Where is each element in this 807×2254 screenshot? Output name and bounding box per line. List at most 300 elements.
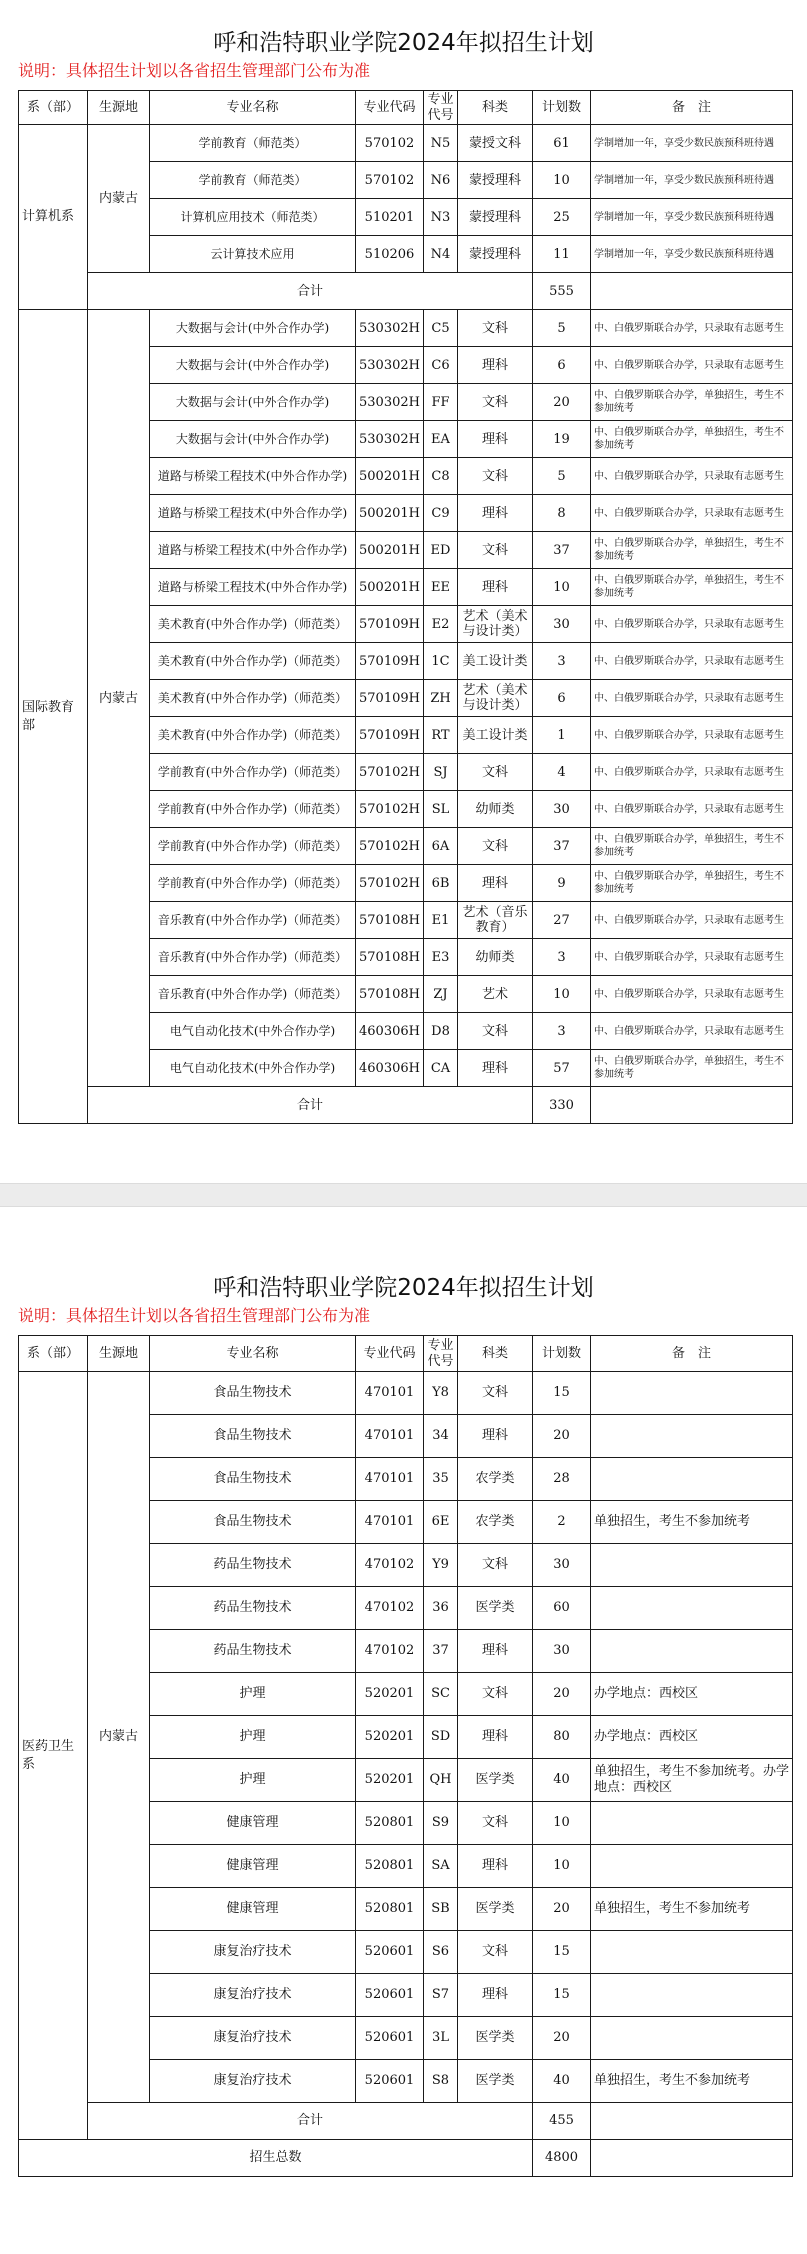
major-code-cell: 470101 [356, 1501, 424, 1544]
total-value: 555 [533, 273, 591, 310]
major-name-cell: 护理 [150, 1673, 356, 1716]
major-name-cell: 美术教育(中外合作办学)（师范类） [150, 606, 356, 643]
col-header-dept: 系（部） [19, 91, 88, 125]
major-name-cell: 道路与桥梁工程技术(中外合作办学) [150, 532, 356, 569]
major-name-cell: 康复治疗技术 [150, 2017, 356, 2060]
plan-count-cell: 19 [533, 421, 591, 458]
major-code-cell: 500201H [356, 569, 424, 606]
subtotal-row [19, 1087, 793, 1124]
category-cell: 文科 [458, 1013, 533, 1050]
major-code-cell: 570102 [356, 162, 424, 199]
category-cell: 医学类 [458, 2017, 533, 2060]
major-code-cell: 520201 [356, 1673, 424, 1716]
major-num-cell: E3 [424, 939, 458, 976]
grand-total-value: 4800 [533, 2140, 591, 2177]
major-num-cell: C8 [424, 458, 458, 495]
major-num-cell: N5 [424, 125, 458, 162]
major-num-cell: S7 [424, 1974, 458, 2017]
origin-cell: 内蒙古 [88, 1372, 150, 2103]
major-name-cell: 道路与桥梁工程技术(中外合作办学) [150, 495, 356, 532]
plan-count-cell: 20 [533, 1888, 591, 1931]
major-name-cell: 美术教育(中外合作办学)（师范类） [150, 680, 356, 717]
major-code-cell: 500201H [356, 532, 424, 569]
major-code-cell: 570109H [356, 680, 424, 717]
major-name-cell: 音乐教育(中外合作办学)（师范类） [150, 976, 356, 1013]
major-name-cell: 健康管理 [150, 1888, 356, 1931]
remark-cell: 学制增加一年，享受少数民族预科班待遇 [591, 236, 793, 273]
remark-cell: 中、白俄罗斯联合办学，单独招生，考生不参加统考 [591, 532, 793, 569]
table-row [19, 1372, 793, 1415]
major-num-cell: 3L [424, 2017, 458, 2060]
category-cell: 蒙授文科 [458, 125, 533, 162]
major-code-cell: 570108H [356, 902, 424, 939]
remark-cell: 中、白俄罗斯联合办学，只录取有志愿考生 [591, 347, 793, 384]
plan-count-cell: 15 [533, 1974, 591, 2017]
major-code-cell: 570109H [356, 606, 424, 643]
category-cell: 文科 [458, 828, 533, 865]
major-code-cell: 520801 [356, 1845, 424, 1888]
total-label: 合计 [88, 273, 533, 310]
major-code-cell: 470102 [356, 1544, 424, 1587]
remark-cell: 中、白俄罗斯联合办学，只录取有志愿考生 [591, 495, 793, 532]
major-code-cell: 520201 [356, 1759, 424, 1802]
total-value: 455 [533, 2103, 591, 2140]
major-code-cell: 570102H [356, 865, 424, 902]
major-name-cell: 学前教育(中外合作办学)（师范类） [150, 828, 356, 865]
major-num-cell: SC [424, 1673, 458, 1716]
remark-cell: 办学地点：西校区 [591, 1673, 793, 1716]
major-code-cell: 520601 [356, 2060, 424, 2103]
plan-count-cell: 5 [533, 458, 591, 495]
major-name-cell: 学前教育（师范类） [150, 162, 356, 199]
plan-count-cell: 6 [533, 680, 591, 717]
category-cell: 理科 [458, 1974, 533, 2017]
category-cell: 文科 [458, 1931, 533, 1974]
major-code-cell: 530302H [356, 347, 424, 384]
major-name-cell: 云计算技术应用 [150, 236, 356, 273]
table-row [19, 125, 793, 162]
dept-cell: 医药卫生系 [19, 1372, 88, 2140]
major-name-cell: 学前教育(中外合作办学)（师范类） [150, 865, 356, 902]
dept-cell: 国际教育部 [19, 310, 88, 1124]
major-code-cell: 570102H [356, 828, 424, 865]
remark-cell: 中、白俄罗斯联合办学，只录取有志愿考生 [591, 791, 793, 828]
page-separator [0, 1183, 807, 1207]
major-name-cell: 康复治疗技术 [150, 2060, 356, 2103]
category-cell: 文科 [458, 1673, 533, 1716]
plan-count-cell: 3 [533, 1013, 591, 1050]
major-code-cell: 520601 [356, 2017, 424, 2060]
remark-cell: 中、白俄罗斯联合办学，单独招生，考生不参加统考 [591, 828, 793, 865]
major-name-cell: 食品生物技术 [150, 1458, 356, 1501]
remark-cell: 中、白俄罗斯联合办学，只录取有志愿考生 [591, 717, 793, 754]
plan-count-cell: 25 [533, 199, 591, 236]
col-header-remark: 备 注 [591, 1336, 793, 1372]
plan-table-1 [18, 90, 793, 1124]
major-code-cell: 510206 [356, 236, 424, 273]
remark-cell: 中、白俄罗斯联合办学，只录取有志愿考生 [591, 939, 793, 976]
plan-count-cell: 40 [533, 2060, 591, 2103]
major-code-cell: 570109H [356, 643, 424, 680]
plan-count-cell: 10 [533, 162, 591, 199]
major-num-cell: 37 [424, 1630, 458, 1673]
category-cell: 蒙授理科 [458, 162, 533, 199]
major-num-cell: ZH [424, 680, 458, 717]
plan-count-cell: 28 [533, 1458, 591, 1501]
plan-count-cell: 30 [533, 606, 591, 643]
remark-cell: 单独招生，考生不参加统考 [591, 2060, 793, 2103]
major-num-cell: FF [424, 384, 458, 421]
plan-count-cell: 3 [533, 939, 591, 976]
plan-count-cell: 5 [533, 310, 591, 347]
category-cell: 文科 [458, 1372, 533, 1415]
grand-total-row [19, 2140, 793, 2177]
table-header-row [19, 1336, 793, 1372]
plan-count-cell: 27 [533, 902, 591, 939]
page-title: 呼和浩特职业学院2024年拟招生计划 [213, 30, 594, 56]
major-code-cell: 470102 [356, 1587, 424, 1630]
plan-count-cell: 10 [533, 976, 591, 1013]
major-num-cell: 36 [424, 1587, 458, 1630]
major-num-cell: S6 [424, 1931, 458, 1974]
major-name-cell: 音乐教育(中外合作办学)（师范类） [150, 902, 356, 939]
remark-cell [591, 1802, 793, 1845]
category-cell: 文科 [458, 458, 533, 495]
major-name-cell: 护理 [150, 1716, 356, 1759]
category-cell: 艺术（美术与设计类） [458, 606, 533, 643]
category-cell: 文科 [458, 1544, 533, 1587]
major-name-cell: 康复治疗技术 [150, 1974, 356, 2017]
category-cell: 理科 [458, 569, 533, 606]
plan-count-cell: 37 [533, 532, 591, 569]
remark-cell: 办学地点：西校区 [591, 1716, 793, 1759]
col-header-major: 专业名称 [150, 91, 356, 125]
major-num-cell: C6 [424, 347, 458, 384]
category-cell: 美工设计类 [458, 643, 533, 680]
major-num-cell: SL [424, 791, 458, 828]
grand-total-label: 招生总数 [19, 2140, 533, 2177]
plan-count-cell: 40 [533, 1759, 591, 1802]
major-code-cell: 500201H [356, 495, 424, 532]
plan-count-cell: 37 [533, 828, 591, 865]
remark-cell: 中、白俄罗斯联合办学，单独招生，考生不参加统考 [591, 384, 793, 421]
plan-count-cell: 10 [533, 1802, 591, 1845]
origin-cell: 内蒙古 [88, 310, 150, 1087]
major-code-cell: 460306H [356, 1013, 424, 1050]
major-name-cell: 康复治疗技术 [150, 1931, 356, 1974]
remark-cell: 学制增加一年，享受少数民族预科班待遇 [591, 125, 793, 162]
major-code-cell: 500201H [356, 458, 424, 495]
plan-count-cell: 4 [533, 754, 591, 791]
major-code-cell: 570102H [356, 754, 424, 791]
major-num-cell: ED [424, 532, 458, 569]
major-name-cell: 健康管理 [150, 1845, 356, 1888]
major-num-cell: EE [424, 569, 458, 606]
remark-cell: 中、白俄罗斯联合办学，单独招生，考生不参加统考 [591, 421, 793, 458]
remark-cell: 中、白俄罗斯联合办学，只录取有志愿考生 [591, 643, 793, 680]
major-name-cell: 药品生物技术 [150, 1544, 356, 1587]
major-num-cell: 35 [424, 1458, 458, 1501]
major-name-cell: 电气自动化技术(中外合作办学) [150, 1050, 356, 1087]
plan-count-cell: 10 [533, 569, 591, 606]
major-code-cell: 570109H [356, 717, 424, 754]
remark-cell [591, 1415, 793, 1458]
major-name-cell: 道路与桥梁工程技术(中外合作办学) [150, 458, 356, 495]
major-code-cell: 570108H [356, 976, 424, 1013]
plan-count-cell: 30 [533, 791, 591, 828]
major-code-cell: 570102H [356, 791, 424, 828]
major-num-cell: S9 [424, 1802, 458, 1845]
remark-cell: 单独招生，考生不参加统考。办学地点：西校区 [591, 1759, 793, 1802]
category-cell: 农学类 [458, 1458, 533, 1501]
remark-cell [591, 1974, 793, 2017]
remark-cell [591, 1630, 793, 1673]
major-num-cell: SB [424, 1888, 458, 1931]
major-num-cell: Y9 [424, 1544, 458, 1587]
plan-count-cell: 15 [533, 1931, 591, 1974]
remark-cell: 中、白俄罗斯联合办学，只录取有志愿考生 [591, 976, 793, 1013]
col-header-num: 专业代号 [424, 91, 458, 125]
major-num-cell: SJ [424, 754, 458, 791]
major-code-cell: 470102 [356, 1630, 424, 1673]
remark-cell: 中、白俄罗斯联合办学，只录取有志愿考生 [591, 458, 793, 495]
major-name-cell: 道路与桥梁工程技术(中外合作办学) [150, 569, 356, 606]
category-cell: 理科 [458, 495, 533, 532]
major-num-cell: 6E [424, 1501, 458, 1544]
category-cell: 艺术（美术与设计类） [458, 680, 533, 717]
major-name-cell: 美术教育(中外合作办学)（师范类） [150, 717, 356, 754]
grand-total-remark [591, 2140, 793, 2177]
remark-cell [591, 1845, 793, 1888]
major-name-cell: 美术教育(中外合作办学)（师范类） [150, 643, 356, 680]
major-num-cell: RT [424, 717, 458, 754]
plan-count-cell: 6 [533, 347, 591, 384]
col-header-origin: 生源地 [88, 91, 150, 125]
major-num-cell: 6A [424, 828, 458, 865]
major-code-cell: 530302H [356, 384, 424, 421]
plan-count-cell: 8 [533, 495, 591, 532]
major-code-cell: 520201 [356, 1716, 424, 1759]
category-cell: 理科 [458, 1716, 533, 1759]
plan-count-cell: 30 [533, 1630, 591, 1673]
category-cell: 文科 [458, 532, 533, 569]
major-num-cell: C5 [424, 310, 458, 347]
major-name-cell: 食品生物技术 [150, 1501, 356, 1544]
remark-cell [591, 1931, 793, 1974]
col-header-plan: 计划数 [533, 91, 591, 125]
plan-count-cell: 80 [533, 1716, 591, 1759]
plan-count-cell: 61 [533, 125, 591, 162]
col-header-plan: 计划数 [533, 1336, 591, 1372]
category-cell: 蒙授理科 [458, 199, 533, 236]
remark-cell [591, 1544, 793, 1587]
major-code-cell: 520801 [356, 1888, 424, 1931]
category-cell: 理科 [458, 421, 533, 458]
major-name-cell: 电气自动化技术(中外合作办学) [150, 1013, 356, 1050]
category-cell: 理科 [458, 1415, 533, 1458]
major-code-cell: 520801 [356, 1802, 424, 1845]
page-2 [0, 1207, 807, 2254]
category-cell: 医学类 [458, 2060, 533, 2103]
major-num-cell: EA [424, 421, 458, 458]
major-code-cell: 460306H [356, 1050, 424, 1087]
col-header-category: 科类 [458, 1336, 533, 1372]
plan-count-cell: 10 [533, 1845, 591, 1888]
category-cell: 理科 [458, 347, 533, 384]
major-name-cell: 大数据与会计(中外合作办学) [150, 347, 356, 384]
total-value: 330 [533, 1087, 591, 1124]
major-num-cell: CA [424, 1050, 458, 1087]
category-cell: 理科 [458, 1050, 533, 1087]
subtotal-row [19, 2103, 793, 2140]
remark-cell [591, 2017, 793, 2060]
major-code-cell: 470101 [356, 1458, 424, 1501]
total-remark [591, 1087, 793, 1124]
major-code-cell: 470101 [356, 1415, 424, 1458]
major-name-cell: 音乐教育(中外合作办学)（师范类） [150, 939, 356, 976]
category-cell: 医学类 [458, 1759, 533, 1802]
col-header-code: 专业代码 [356, 91, 424, 125]
remark-cell: 单独招生，考生不参加统考 [591, 1888, 793, 1931]
plan-count-cell: 2 [533, 1501, 591, 1544]
col-header-num: 专业代号 [424, 1336, 458, 1372]
plan-table-2 [18, 1335, 793, 2177]
category-cell: 幼师类 [458, 791, 533, 828]
category-cell: 理科 [458, 1630, 533, 1673]
dept-cell: 计算机系 [19, 125, 88, 310]
col-header-major: 专业名称 [150, 1336, 356, 1372]
major-name-cell: 学前教育(中外合作办学)（师范类） [150, 754, 356, 791]
plan-count-cell: 11 [533, 236, 591, 273]
plan-count-cell: 57 [533, 1050, 591, 1087]
remark-cell: 学制增加一年，享受少数民族预科班待遇 [591, 199, 793, 236]
major-code-cell: 570102 [356, 125, 424, 162]
major-name-cell: 护理 [150, 1759, 356, 1802]
plan-count-cell: 15 [533, 1372, 591, 1415]
category-cell: 理科 [458, 865, 533, 902]
major-name-cell: 计算机应用技术（师范类） [150, 199, 356, 236]
major-num-cell: N4 [424, 236, 458, 273]
major-name-cell: 食品生物技术 [150, 1415, 356, 1458]
category-cell: 文科 [458, 310, 533, 347]
plan-count-cell: 20 [533, 384, 591, 421]
remark-cell [591, 1372, 793, 1415]
category-cell: 美工设计类 [458, 717, 533, 754]
major-num-cell: SA [424, 1845, 458, 1888]
category-cell: 文科 [458, 1802, 533, 1845]
col-header-dept: 系（部） [19, 1336, 88, 1372]
major-num-cell: SD [424, 1716, 458, 1759]
major-name-cell: 健康管理 [150, 1802, 356, 1845]
col-header-remark: 备 注 [591, 91, 793, 125]
major-num-cell: 1C [424, 643, 458, 680]
remark-cell: 中、白俄罗斯联合办学，单独招生，考生不参加统考 [591, 569, 793, 606]
major-code-cell: 510201 [356, 199, 424, 236]
major-code-cell: 520601 [356, 1931, 424, 1974]
major-code-cell: 570108H [356, 939, 424, 976]
plan-count-cell: 20 [533, 1415, 591, 1458]
category-cell: 文科 [458, 384, 533, 421]
category-cell: 幼师类 [458, 939, 533, 976]
remark-cell: 中、白俄罗斯联合办学，只录取有志愿考生 [591, 310, 793, 347]
remark-cell: 中、白俄罗斯联合办学，单独招生，考生不参加统考 [591, 1050, 793, 1087]
major-name-cell: 大数据与会计(中外合作办学) [150, 384, 356, 421]
major-name-cell: 食品生物技术 [150, 1372, 356, 1415]
major-code-cell: 520601 [356, 1974, 424, 2017]
major-num-cell: S8 [424, 2060, 458, 2103]
plan-count-cell: 1 [533, 717, 591, 754]
col-header-origin: 生源地 [88, 1336, 150, 1372]
major-num-cell: ZJ [424, 976, 458, 1013]
major-name-cell: 药品生物技术 [150, 1630, 356, 1673]
plan-count-cell: 60 [533, 1587, 591, 1630]
plan-count-cell: 30 [533, 1544, 591, 1587]
category-cell: 农学类 [458, 1501, 533, 1544]
remark-cell: 中、白俄罗斯联合办学，只录取有志愿考生 [591, 902, 793, 939]
major-num-cell: Y8 [424, 1372, 458, 1415]
category-cell: 文科 [458, 754, 533, 791]
major-name-cell: 药品生物技术 [150, 1587, 356, 1630]
plan-count-cell: 3 [533, 643, 591, 680]
major-num-cell: N6 [424, 162, 458, 199]
category-cell: 艺术 [458, 976, 533, 1013]
plan-count-cell: 20 [533, 1673, 591, 1716]
total-label: 合计 [88, 1087, 533, 1124]
category-cell: 蒙授理科 [458, 236, 533, 273]
major-num-cell: QH [424, 1759, 458, 1802]
notice-text: 说明：具体招生计划以各省招生管理部门公布为准 [18, 1306, 371, 1325]
col-header-code: 专业代码 [356, 1336, 424, 1372]
plan-count-cell: 20 [533, 2017, 591, 2060]
major-name-cell: 学前教育(中外合作办学)（师范类） [150, 791, 356, 828]
col-header-category: 科类 [458, 91, 533, 125]
total-remark [591, 273, 793, 310]
notice-text: 说明：具体招生计划以各省招生管理部门公布为准 [18, 61, 371, 80]
table-row [19, 310, 793, 347]
category-cell: 医学类 [458, 1587, 533, 1630]
major-name-cell: 学前教育（师范类） [150, 125, 356, 162]
remark-cell: 单独招生，考生不参加统考 [591, 1501, 793, 1544]
remark-cell: 中、白俄罗斯联合办学，只录取有志愿考生 [591, 754, 793, 791]
major-num-cell: 34 [424, 1415, 458, 1458]
remark-cell [591, 1458, 793, 1501]
origin-cell: 内蒙古 [88, 125, 150, 273]
major-num-cell: C9 [424, 495, 458, 532]
remark-cell [591, 1587, 793, 1630]
plan-count-cell: 9 [533, 865, 591, 902]
remark-cell: 中、白俄罗斯联合办学，只录取有志愿考生 [591, 606, 793, 643]
major-num-cell: E2 [424, 606, 458, 643]
total-label: 合计 [88, 2103, 533, 2140]
major-code-cell: 470101 [356, 1372, 424, 1415]
remark-cell: 中、白俄罗斯联合办学，单独招生，考生不参加统考 [591, 865, 793, 902]
major-name-cell: 大数据与会计(中外合作办学) [150, 421, 356, 458]
major-code-cell: 530302H [356, 310, 424, 347]
page-title: 呼和浩特职业学院2024年拟招生计划 [213, 1275, 594, 1301]
major-num-cell: E1 [424, 902, 458, 939]
table-header-row [19, 91, 793, 125]
remark-cell: 中、白俄罗斯联合办学，只录取有志愿考生 [591, 680, 793, 717]
subtotal-row [19, 273, 793, 310]
major-num-cell: N3 [424, 199, 458, 236]
category-cell: 艺术（音乐教育） [458, 902, 533, 939]
major-code-cell: 530302H [356, 421, 424, 458]
category-cell: 医学类 [458, 1888, 533, 1931]
total-remark [591, 2103, 793, 2140]
major-name-cell: 大数据与会计(中外合作办学) [150, 310, 356, 347]
category-cell: 理科 [458, 1845, 533, 1888]
major-num-cell: D8 [424, 1013, 458, 1050]
